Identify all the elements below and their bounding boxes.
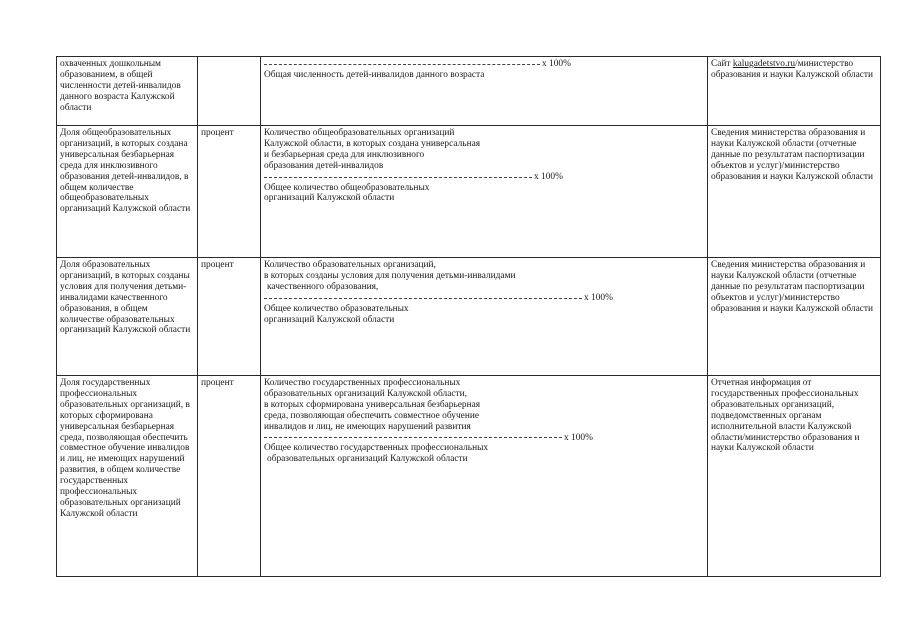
formula-denominator-line: Общая численность детей-инвалидов данного возраста bbox=[264, 69, 485, 80]
formula-numerator-line: Калужской области, в которых создана универсальная bbox=[264, 138, 481, 149]
formula-denominator-line: организаций Калужской области bbox=[264, 193, 395, 204]
source-prefix: Сайт bbox=[711, 59, 733, 69]
indicator-cell bbox=[57, 376, 198, 577]
formula-cell bbox=[261, 57, 708, 126]
table-row bbox=[57, 376, 881, 577]
indicator-cell bbox=[57, 258, 198, 376]
formula-denominator-line: Общее количество образовательных bbox=[264, 303, 409, 314]
table-row bbox=[57, 57, 881, 126]
fraction-line bbox=[264, 433, 704, 444]
percent-multiplier: x 100% bbox=[542, 59, 571, 69]
formula-cell bbox=[261, 258, 708, 376]
source-cell bbox=[708, 376, 881, 577]
indicator-text: охваченных дошкольным образованием, в общей численности детей-инвалидов данного возраста Калужской области bbox=[60, 59, 181, 113]
fraction-line bbox=[264, 293, 704, 304]
unit-text: процент bbox=[201, 128, 234, 138]
percent-multiplier: x 100% bbox=[534, 171, 563, 182]
source-link[interactable]: kalugadetstvo.ru bbox=[732, 59, 796, 69]
source-text: Сведения министерства образования и науки Калужской области (отчетные данные по результатам паспортизации объектов и услуг)/министерство образования и науки Калужской области bbox=[711, 128, 874, 182]
table-row bbox=[57, 258, 881, 376]
indicator-cell bbox=[57, 126, 198, 258]
formula-numerator-line: в которых созданы условия для получения детьми-инвалидами bbox=[264, 270, 516, 281]
indicator-cell bbox=[57, 57, 198, 126]
formula-numerator-line: среда, позволяющая обеспечить совместное обучение bbox=[264, 410, 480, 421]
indicators-table bbox=[56, 56, 881, 577]
unit-text: процент bbox=[201, 378, 234, 388]
indicator-text: Доля общеобразовательных организаций, в которых создана универсальная безбарьерная среда для инклюзивного образования детей-инвалидов, в общем количестве общеобразовательных организаций Калужской области bbox=[60, 128, 191, 215]
source-cell bbox=[708, 57, 881, 126]
formula-numerator-line: Количество государственных профессиональных bbox=[264, 378, 461, 388]
formula-numerator-line: образовательных организаций Калужской области, bbox=[264, 388, 467, 399]
indicator-text: Доля образовательных организаций, в которых созданы условия для получения детьми-инвалидами качественного образования, в общем количестве образовательных организаций Калужской области bbox=[60, 260, 191, 336]
fraction-bar bbox=[264, 298, 582, 299]
unit-cell bbox=[198, 57, 261, 126]
fraction-line bbox=[264, 172, 704, 183]
formula-numerator-line: качественного образования, bbox=[267, 281, 379, 292]
percent-multiplier: x 100% bbox=[564, 432, 593, 443]
indicator-text: Доля государственных профессиональных образовательных организаций, в которых сформирована универсальная безбарьерная среда, позволяющая обеспечить совместное обучение инвалидов и лиц, не имеющих нарушений развития, в общем количестве государственных профессиональных образовательных организаций Калужской области bbox=[60, 378, 190, 519]
fraction-bar bbox=[264, 64, 540, 65]
unit-cell bbox=[198, 258, 261, 376]
fraction-bar bbox=[264, 437, 562, 438]
unit-cell bbox=[198, 126, 261, 258]
formula-denominator-line: образовательных организаций Калужской области bbox=[267, 454, 468, 465]
formula-numerator-line: образования детей-инвалидов bbox=[264, 160, 384, 171]
formula-numerator-line: инвалидов и лиц, не имеющих нарушений развития bbox=[264, 421, 471, 432]
formula-denominator-line: организаций Калужской области bbox=[264, 314, 395, 325]
table-row bbox=[57, 126, 881, 258]
fraction-bar bbox=[264, 177, 532, 178]
formula-numerator-line: в которых сформирована универсальная безбарьерная bbox=[264, 399, 481, 410]
fraction-line bbox=[264, 59, 704, 70]
formula-denominator-line: Общее количество общеобразовательных bbox=[264, 182, 430, 193]
formula-cell bbox=[261, 376, 708, 577]
source-cell bbox=[708, 126, 881, 258]
source-text: Отчетная информация от государственных профессиональных образовательных организаций, подведомственных органам исполнительной власти Калужской области/министерство образования и науки Калужской области bbox=[711, 378, 860, 454]
formula-denominator-line: Общее количество государственных профессиональных bbox=[264, 443, 489, 454]
percent-multiplier: x 100% bbox=[584, 292, 613, 303]
source-text: Сведения министерства образования и науки Калужской области (отчетные данные по результатам паспортизации объектов и услуг)/министерство образования и науки Калужской области bbox=[711, 260, 874, 314]
unit-text: процент bbox=[201, 260, 234, 270]
formula-numerator-line: и безбарьерная среда для инклюзивного bbox=[264, 149, 425, 160]
formula-numerator-line: Количество образовательных организаций, bbox=[264, 260, 436, 270]
source-rest: /министерство образования и науки Калужской области bbox=[711, 59, 874, 80]
source-cell bbox=[708, 258, 881, 376]
unit-cell bbox=[198, 376, 261, 577]
formula-cell bbox=[261, 126, 708, 258]
formula-numerator-line: Количество общеобразовательных организаций bbox=[264, 128, 455, 138]
